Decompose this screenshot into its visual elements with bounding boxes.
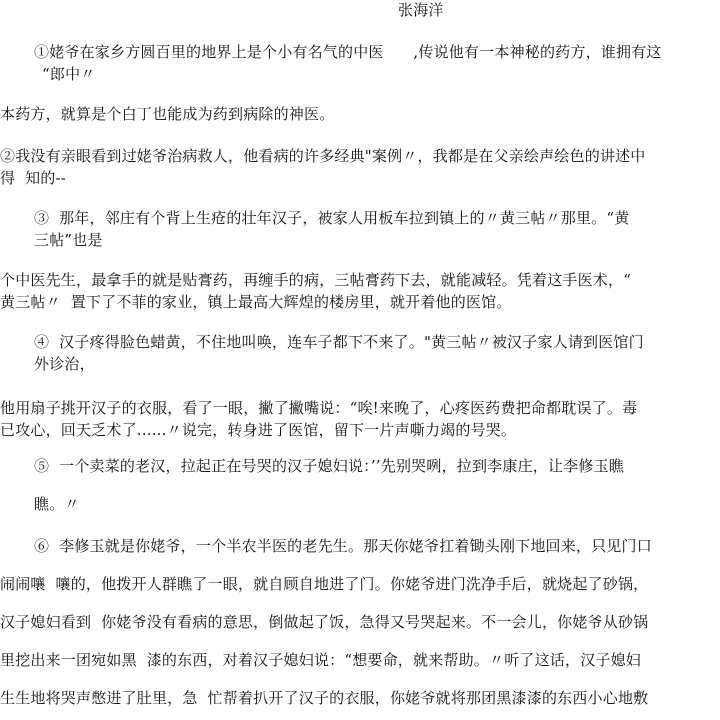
author-name: 张海洋: [398, 1, 444, 19]
paragraph-line: 闹闹嚷 嚷的，他拨开人群瞧了一眼，就自顾自地进了门。你姥爷进门洗净手后，就烧起了砂锅，: [0, 575, 649, 593]
paragraph-line: 三帖”也是: [34, 231, 103, 249]
paragraph-line: 已攻心，回天乏术了......〃说完，转身进了医馆，留下一片声嘶力竭的号哭。: [0, 421, 517, 439]
paragraph-line: “郎中〃: [42, 65, 96, 83]
paragraph-line: ②我没有亲眼看到过姥爷治病救人，他看病的许多经典"案例〃，我都是在父亲绘声绘色的讲述中: [0, 147, 646, 165]
paragraph-line: 瞧。〃: [34, 495, 80, 513]
paragraph-line: 得 知的--: [0, 169, 67, 187]
paragraph-line: ①姥爷在家乡方圆百里的地界上是个小有名气的中医 ,传说他有一本神秘的药方，谁拥有这: [34, 43, 662, 61]
paragraph-line: 黄三帖〃 置下了不菲的家业，镇上最高大辉煌的楼房里，就开着他的医馆。: [0, 293, 512, 311]
paragraph-line: ⑥ 李修玉就是你姥爷，一个半农半医的老先生。那天你姥爷扛着锄头刚下地回来，只见门口: [34, 537, 652, 555]
paragraph-line: ③ 那年，邻庄有个背上生疮的壮年汉子，被家人用板车拉到镇上的〃黄三帖〃那里。“黄: [34, 209, 630, 227]
paragraph-line: 外诊治，: [34, 355, 95, 373]
paragraph-line: ⑤ 一个卖菜的老汉，拉起正在号哭的汉子媳妇说：’’先别哭咧，拉到李康庄，让李修玉瞧: [34, 457, 624, 475]
paragraph-line: 个中医先生，最拿手的就是贴膏药，再缠手的病，三帖膏药下去，就能减轻。凭着这手医术，“: [0, 271, 632, 289]
paragraph-line: 他用扇子挑开汉子的衣服，看了一眼，撇了撇嘴说：“唉!来晚了，心疼医药费把命都耽误了。毒: [0, 399, 638, 417]
paragraph-line: 里挖出来一团宛如黑 漆的东西，对着汉子媳妇说：“想要命，就来帮助。〃听了这话，汉子媳妇: [0, 651, 642, 669]
paragraph-line: 本药方，就算是个白丁也能成为药到病除的神医。: [0, 105, 335, 123]
paragraph-line: 汉子媳妇看到 你姥爷没有看病的意思，倒做起了饭，急得又号哭起来。不一会儿，你姥爷从砂锅: [0, 613, 649, 631]
paragraph-line: ④ 汉子疼得脸色蜡黄，不住地叫唤，连车子都下不来了。"黄三帖〃被汉子家人请到医馆门: [34, 333, 644, 351]
paragraph-line: 生生地将哭声憋进了肚里，急 忙帮着扒开了汉子的衣服，你姥爷就将那团黑漆漆的东西小心地敷: [0, 689, 649, 707]
